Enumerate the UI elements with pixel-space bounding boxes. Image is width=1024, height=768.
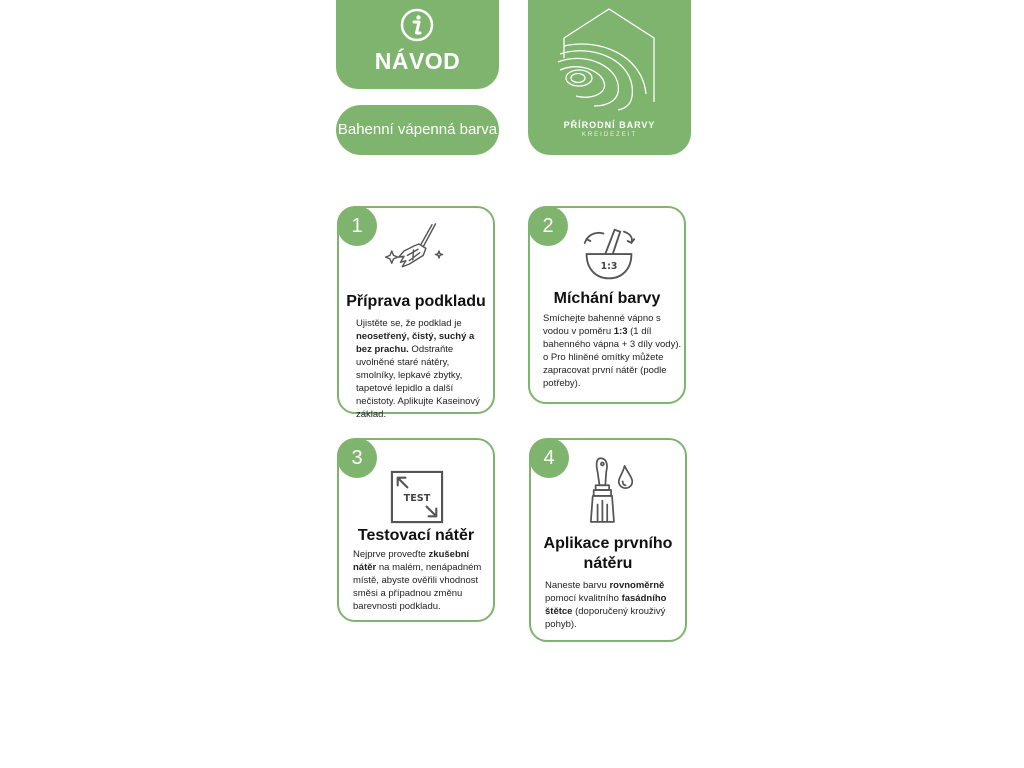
emphasis-text: zkušební nátěr (353, 549, 470, 573)
emphasis-text: rovnoměrně (609, 580, 665, 591)
emphasis-text: 1:3 (613, 326, 628, 337)
brand-name: PŘÍRODNÍ BARVY (563, 120, 656, 130)
test-frame-icon (390, 470, 444, 524)
step-description (356, 317, 490, 421)
body-text: na malém, nenápadném místě, abyste ověřili vhodnost směsi a případnou změnu barevnosti podkladu. (353, 562, 482, 612)
info-icon (400, 8, 434, 42)
body-text: pomocí kvalitního (545, 593, 622, 604)
product-label (336, 105, 499, 155)
emphasis-text: fasádního štětce (545, 593, 667, 617)
step-card-2 (528, 206, 686, 404)
test-label: TEST (403, 492, 431, 504)
step-card-1 (337, 206, 495, 420)
step-description (543, 312, 683, 390)
body-text: (1 díl bahenného vápna + 3 díly vody). o Pro hliněné omítky můžete zapracovat první nátěr (podle potřeby). (543, 326, 682, 389)
step-title: Aplikace prvního nátěru (543, 535, 673, 572)
body-text: Smíchejte bahenné vápno s vodou v poměru (543, 313, 661, 337)
brand-subname: KREIDEZEIT (581, 132, 638, 138)
feather-duster-icon (383, 220, 453, 282)
paintbrush-icon (586, 456, 640, 526)
step-number-badge: 1 (337, 206, 377, 246)
house-logo-icon (528, 0, 691, 120)
mixing-bowl-icon (581, 226, 637, 284)
step-number-badge: 2 (528, 206, 568, 246)
body-text: Nejprve proveďte (353, 549, 429, 560)
step-description (353, 548, 489, 613)
body-text: (doporučený krouživý pohyb). (545, 606, 666, 630)
body-text: Odstraňte uvolněné staré nátěry, smolníky, lepkavé zbytky, tapetové lepidlo a další nečistoty. Aplikujte Kaseinový základ. (356, 344, 480, 420)
body-text: Naneste barvu (545, 580, 610, 591)
step-description (545, 579, 681, 631)
brand-logo (528, 0, 691, 155)
step-card-3 (337, 438, 495, 622)
step-number-badge: 4 (529, 438, 569, 478)
page-title: NÁVOD (374, 48, 461, 74)
step-title: Míchání barvy (553, 290, 661, 307)
step-card-4 (529, 438, 687, 642)
body-text: Ujistěte se, že podklad je (356, 318, 462, 329)
header-panel (336, 0, 499, 89)
emphasis-text: neosetřený, čistý, suchý a bez prachu. (356, 331, 475, 355)
step-title: Testovací nátěr (357, 527, 475, 544)
step-number-badge: 3 (337, 438, 377, 478)
ratio-label: 1:3 (600, 261, 618, 272)
product-name: Bahenní vápenná barva (337, 121, 498, 138)
step-title: Příprava podkladu (346, 293, 486, 310)
